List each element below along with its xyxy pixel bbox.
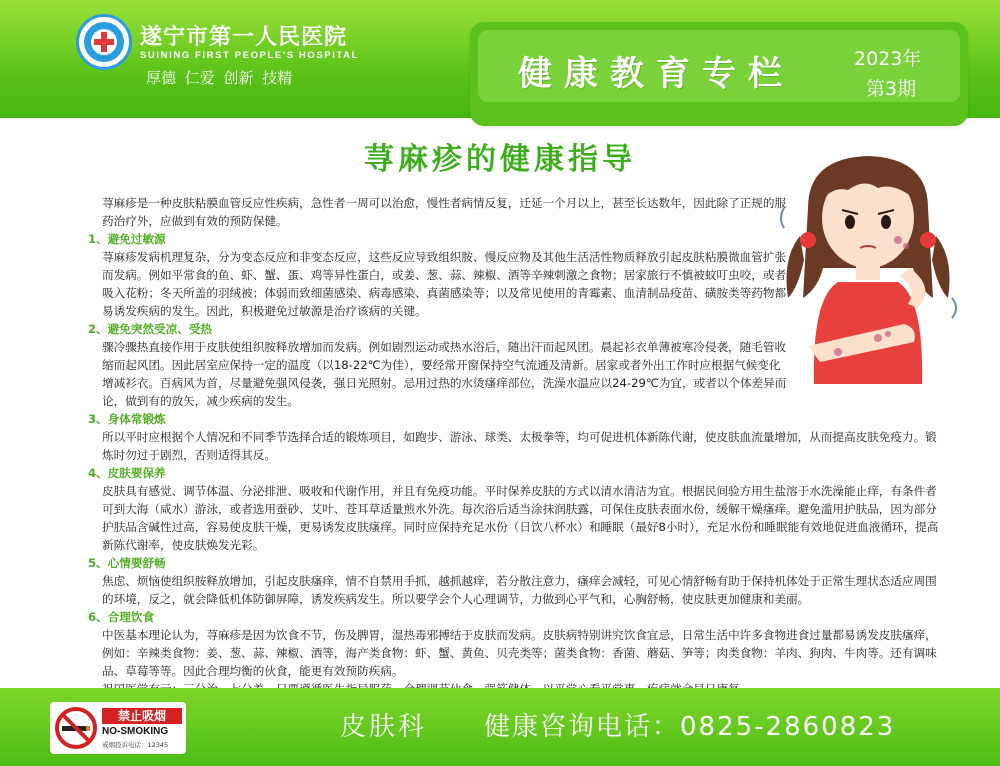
hospital-name-en: SUINING FIRST PEOPLE'S HOSPITAL bbox=[140, 50, 360, 61]
section-body-5: 焦虑、烦恼使组织胺释放增加，引起皮肤瘙痒，情不自禁用手抓，越抓越痒，若分散注意力，瘙痒会减轻，可见心情舒畅有助于保持机体处于正常生理状态适应周围的环境，反之，就会降低机体防御屏障，诱发疾病发生。所以要学会个人心理调节，力做到心平气和，心胸舒畅，使皮肤更加健康和美丽。 bbox=[102, 574, 937, 606]
smoking-hotline: 戒烟投诉电话：12345 bbox=[102, 741, 169, 749]
section-heading-2: 2、避免突然受凉、受热 bbox=[88, 322, 213, 336]
hospital-name: 遂宁市第一人民医院 bbox=[140, 25, 348, 50]
footer-banner bbox=[0, 688, 1000, 766]
section-body-6: 中医基本理论认为，荨麻疹是因为饮食不节，伤及脾胃，湿热毒邪搏结于皮肤而发病。皮肤病特别讲究饮食宜忌，日常生活中许多食物进食过量都易诱发皮肤瘙痒，例如：辛辣类食物：姜、葱、蒜、辣椒、酒等，海产类食物：虾、蟹、黄鱼、贝壳类等；菌类食物：香菌、蘑菇、笋等；肉类食物：羊肉、狗肉、牛肉等。还有调味品、草莓等等。因此合理均衡的伙食，能更有效预防疾病。 bbox=[102, 628, 937, 678]
section-heading-4: 4、皮肤要保养 bbox=[88, 466, 166, 480]
section-body-3: 所以平时应根据个人情况和不同季节选择合适的锻炼项目，如跑步、游泳、球类、太极拳等，均可促进机体新陈代谢，使皮肤血流量增加，从而提高皮肤免疫力。锻炼时勿过于剧烈，否则适得其反。 bbox=[102, 430, 937, 462]
section-body-1: 荨麻疹发病机理复杂，分为变态反应和非变态反应，这些反应导致组织胺、慢反应物及其他生活活性物质释放引起皮肤粘膜微血管扩张而发病。例如平常食的鱼、虾、蟹、蛋、鸡等异性蛋白，或姜、葱、蒜、辣椒、酒等辛辣刺激之食物；居家旅行不慎被蚊叮虫咬，或者吸入花粉；冬天所盖的羽绒被；体弱而致细菌感染、病毒感染、真菌感染等；以及常见使用的青霉素、血清制品疫苗、磺胺类等药物都易诱发疾病的发生。因此，积极避免过敏源是治疗该病的关键。 bbox=[102, 250, 787, 318]
column-title-panel bbox=[478, 30, 960, 102]
no-smoking-sign bbox=[50, 702, 186, 754]
department-name: 皮肤科 bbox=[340, 712, 428, 742]
issue-number: 第3期 bbox=[866, 78, 917, 100]
column-title: 健康教育专栏 bbox=[518, 54, 794, 94]
no-smoking-label-cn: 禁止吸烟 bbox=[102, 708, 182, 724]
itchy-girl-illustration bbox=[768, 148, 968, 384]
section-heading-1: 1、避免过敏源 bbox=[88, 232, 166, 246]
no-smoking-label-en: NO-SMOKING bbox=[102, 726, 169, 737]
header-banner bbox=[0, 0, 1000, 118]
hospital-logo-icon bbox=[76, 14, 132, 70]
intro-paragraph: 荨麻疹是一种皮肤粘膜血管反应性疾病，急性者一周可以治愈，慢性者病情反复，迁延一个月以上，甚至长达数年，因此除了正规的服药治疗外，应做到有效的预防保健。 bbox=[102, 196, 787, 228]
section-body-4: 皮肤具有感觉、调节体温、分泌排泄、吸收和代谢作用，并且有免疫功能。平时保养皮肤的方式以清水清洁为宜。根据民间验方用生盐溶于水洗澡能止痒，有条件者可到大海（咸水）游泳，或者选用蚕砂、艾叶、苍耳草适量煎水外洗。每次浴后适当涂抹润肤露，可保住皮肤表面水份，缓解干燥瘙痒。避免滥用护肤品，因为部分护肤品含碱性过高，容易使皮肤干燥，更易诱发皮肤瘙痒。同时应保持充足水份（日饮八杯水）和睡眠（最好8小时），充足水份和睡眠能有效地促进血液循环，提高新陈代谢率，使皮肤焕发光彩。 bbox=[102, 484, 939, 552]
article-title: 荨麻疹的健康指导 bbox=[364, 142, 636, 177]
section-heading-5: 5、心情要舒畅 bbox=[88, 556, 166, 570]
no-smoking-icon bbox=[54, 706, 98, 750]
column-title-box bbox=[470, 22, 968, 126]
consult-phone: 健康咨询电话：0825-2860823 bbox=[484, 712, 896, 742]
section-heading-3: 3、身体常锻炼 bbox=[88, 412, 166, 426]
hospital-motto: 厚德 仁爱 创新 技精 bbox=[146, 69, 293, 87]
section-body-2: 骤冷骤热直接作用于皮肤使组织胺释放增加而发病。例如剧烈运动或热水浴后，随出汗而起风团。晨起衫衣单薄被寒冷侵袭，随毛管收缩而起风团。因此居室应保持一定的温度（以18-22℃为佳），要经常开窗保持空气流通及清新。居家或者外出工作时应根据气候变化增减衫衣。百病风为首，尽量避免强风侵袭，强日光照射。忌用过热的水烫瘙痒部位，洗澡水温应以24-29℃为宜，或者以个体差异而论，做到有的放矢，减少疾病的发生。 bbox=[102, 340, 787, 408]
section-heading-6: 6、合理饮食 bbox=[88, 610, 155, 624]
article-body bbox=[88, 194, 939, 698]
issue-year: 2023年 bbox=[854, 48, 922, 70]
